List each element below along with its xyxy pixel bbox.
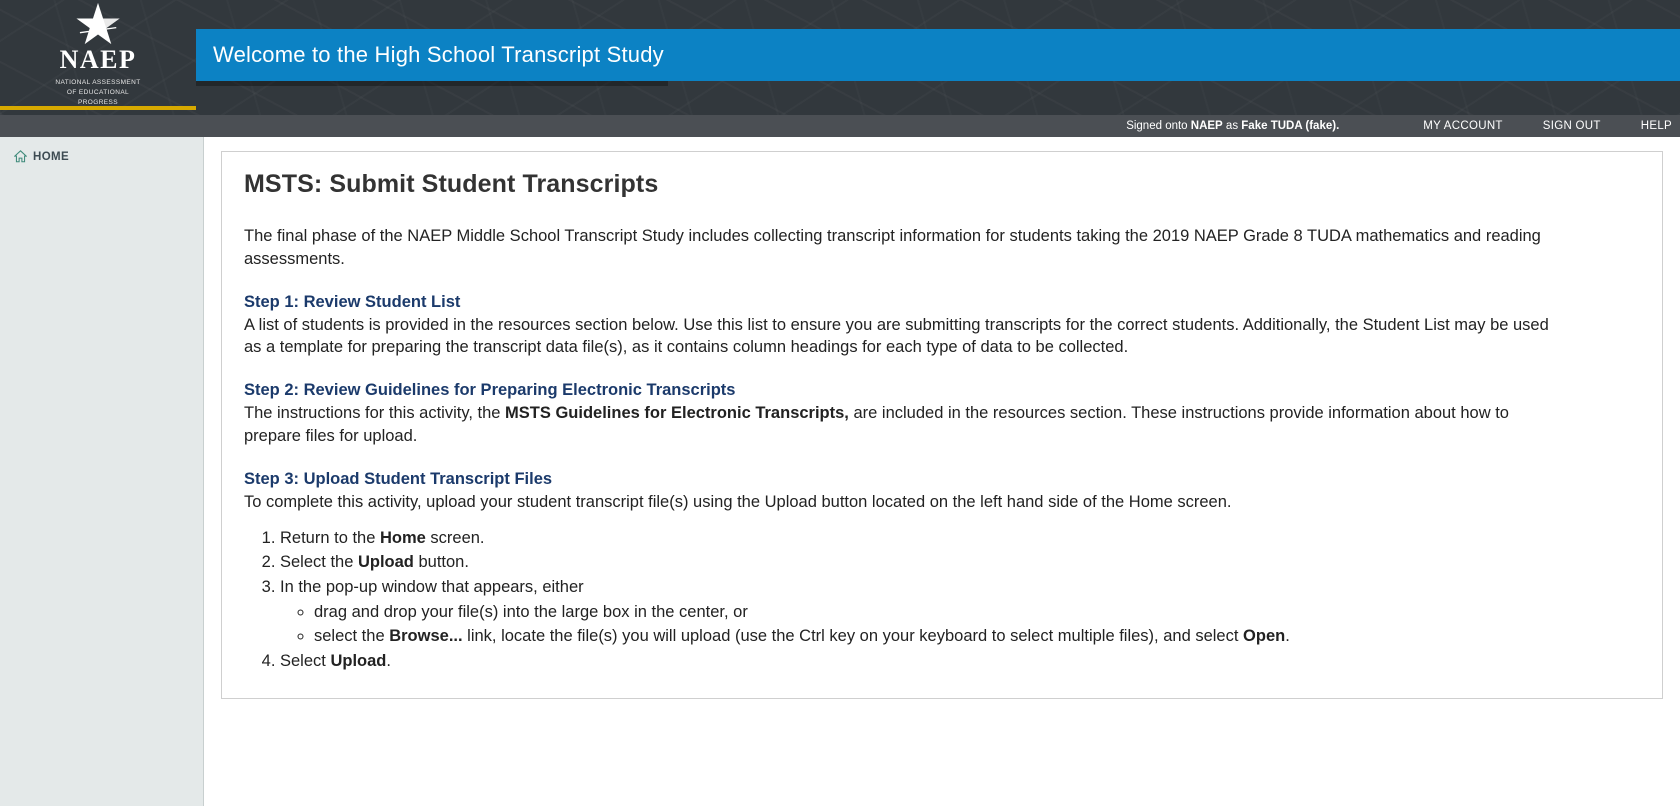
step2-body [244, 402, 1564, 448]
step3-heading: Step 3: Upload Student Transcript Files [244, 469, 553, 488]
step1-heading: Step 1: Review Student List [244, 292, 461, 311]
list-item-text-before: Select the [280, 553, 358, 572]
list-item [280, 576, 1640, 648]
intro-paragraph: The final phase of the NAEP Middle School Transcript Study includes collecting transcript information for students taking the 2019 NAEP Grade 8 TUDA mathematics and reading assessments. [244, 227, 1541, 268]
step3-instruction-list [244, 527, 1640, 673]
naep-logo[interactable] [0, 0, 196, 110]
banner-shadow [196, 81, 668, 86]
content-panel [221, 151, 1663, 699]
step3-sub-list [280, 601, 1640, 648]
list-item-emphasis: Upload [330, 651, 387, 670]
welcome-title: Welcome to the High School Transcript Study [213, 42, 664, 67]
signed-onto-org: NAEP [1190, 120, 1223, 132]
home-icon [14, 150, 27, 163]
step2-body-emphasis: MSTS Guidelines for Electronic Transcripts, [505, 404, 849, 423]
sub-item-text: drag and drop your file(s) into the large box in the center, or [314, 602, 748, 621]
step2-body-before: The instructions for this activity, the [244, 404, 506, 423]
list-item-emphasis: Home [379, 529, 426, 548]
signed-onto-user: Fake TUDA (fake). [1241, 120, 1340, 132]
step3-body: To complete this activity, upload your student transcript file(s) using the Upload button located on the left hand side of the Home screen. [244, 492, 1232, 511]
page-title: MSTS: Submit Student Transcripts [244, 170, 659, 198]
list-item [314, 625, 1640, 648]
list-item-emphasis: Upload [357, 553, 414, 572]
step1-body: A list of students is provided in the resources section below. Use this list to ensure you are submitting transcripts for the correct students. Additionally, the Student List may be used as a template for preparing the transcript data file(s), as it contains column headings for each type of data to be collected. [244, 315, 1549, 357]
list-item-text-after: screen. [425, 529, 485, 548]
top-header [0, 0, 1680, 115]
help-link[interactable]: HELP [1640, 120, 1672, 132]
main-content [204, 137, 1680, 806]
signed-onto-status [1126, 120, 1339, 132]
step2-heading: Step 2: Review Guidelines for Preparing Electronic Transcripts [244, 381, 736, 400]
logo-accent-bar [0, 106, 196, 110]
logo-subtitle: NATIONAL ASSESSMENT OF EDUCATIONAL PROGRESS [55, 79, 141, 106]
list-item [280, 527, 1640, 550]
sub-item-emphasis-browse: Browse... [389, 626, 463, 645]
account-bar [0, 115, 1680, 137]
my-account-link[interactable]: MY ACCOUNT [1423, 120, 1503, 132]
sign-out-link[interactable]: SIGN OUT [1542, 120, 1601, 132]
step2-body-after: are included in the resources section. These instructions provide information about how to prepare files for upload. [244, 404, 1509, 445]
signed-onto-middle: as [1222, 120, 1242, 132]
list-item [280, 650, 1640, 673]
sidebar-item-home[interactable] [0, 146, 203, 167]
list-item [314, 601, 1640, 624]
list-item-text-after: button. [413, 553, 469, 572]
sub-item-emphasis-open: Open [1243, 626, 1286, 645]
list-item-text-after: . [386, 651, 391, 670]
sub-item-text-mid: link, locate the file(s) you will upload (use the Ctrl key on your keyboard to select multiple files), and select [462, 626, 1244, 645]
body-wrapper [0, 137, 1680, 806]
list-item-text-before: In the pop-up window that appears, either [280, 577, 584, 596]
welcome-banner [196, 29, 1680, 81]
sidebar [0, 137, 204, 806]
sub-item-text-after: . [1285, 626, 1290, 645]
list-item-text-before: Return to the [280, 529, 380, 548]
logo-wordmark: NAEP [59, 45, 137, 75]
signed-onto-prefix: Signed onto [1126, 120, 1191, 132]
list-item-text-before: Select [280, 651, 331, 670]
sub-item-text-before: select the [314, 626, 390, 645]
star-icon [75, 2, 121, 46]
list-item [280, 551, 1640, 574]
sidebar-item-home-label: HOME [33, 150, 70, 163]
